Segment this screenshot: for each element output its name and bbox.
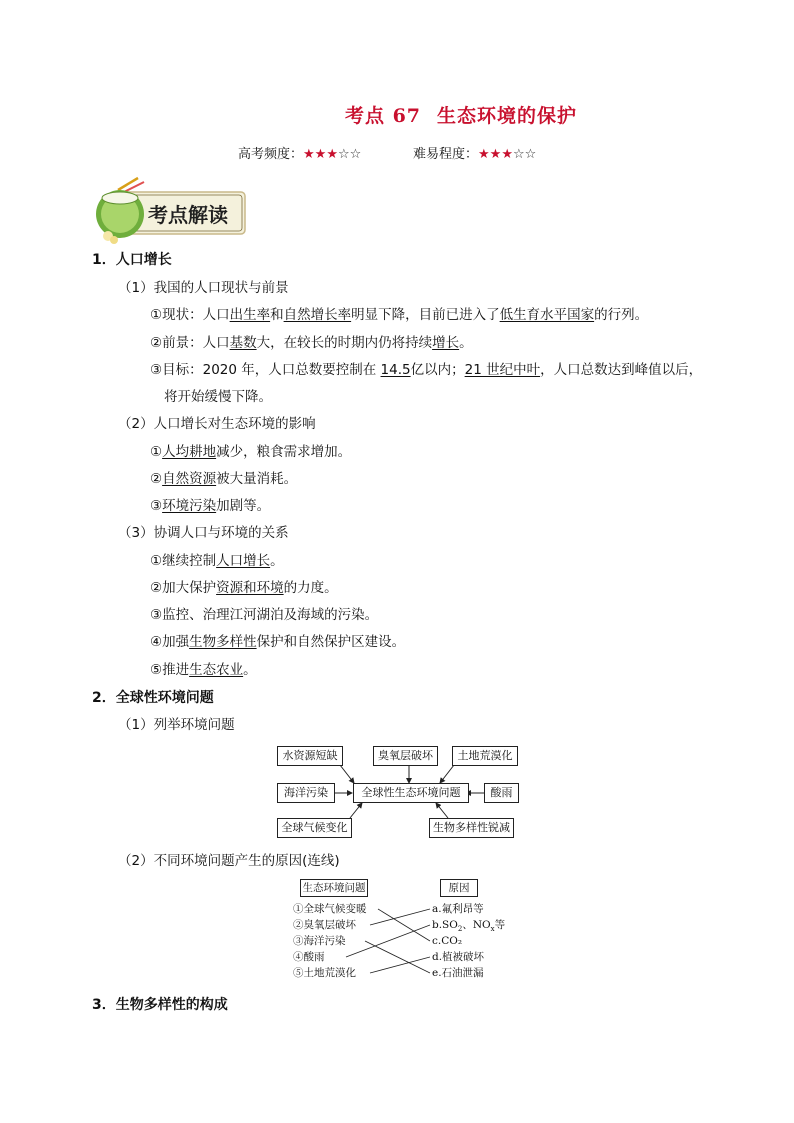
text-span: 减少，粮食需求增加。	[216, 444, 352, 460]
text-span: 、NO	[462, 919, 491, 931]
problem-item: ④酸雨	[293, 951, 325, 963]
problem-box-ocean: 海洋污染	[277, 783, 335, 803]
difficulty-stars-filled: ★★★	[478, 147, 513, 162]
paragraph-line	[150, 334, 473, 352]
key-term: 基数	[229, 335, 257, 351]
frequency-label: 高考频度：	[238, 147, 304, 162]
matching-diagram	[290, 878, 515, 983]
key-term: 出生率	[229, 307, 271, 323]
subsection-label: （1）列举环境问题	[118, 717, 235, 733]
cause-item: a.氟利昂等	[432, 903, 484, 915]
problem-box-water: 水资源短缺	[277, 746, 343, 766]
problem-box-climate: 全球气候变化	[277, 818, 352, 838]
problem-box-ozone: 臭氧层破坏	[373, 746, 438, 766]
text-span: 。	[459, 335, 473, 351]
paragraph-line	[150, 361, 702, 379]
text-span: ③目标：2020 年，人口总数要控制在	[150, 362, 381, 378]
matching-lines	[290, 878, 515, 983]
text-span: b.SO	[432, 919, 458, 931]
central-problem-box: 全球性生态环境问题	[353, 783, 469, 803]
text-span: ①	[150, 444, 163, 460]
cause-item: e.石油泄漏	[432, 967, 484, 979]
paragraph-line: 将开始缓慢下降。	[164, 389, 272, 405]
subscript: 2	[457, 925, 463, 934]
text-span: ①现状：人口	[150, 307, 230, 323]
text-span: 保护和自然保护区建设。	[256, 634, 406, 650]
subsection-label: （3）协调人口与环境的关系	[118, 525, 289, 541]
text-span: ②加大保护	[150, 580, 217, 596]
difficulty-stars-empty: ☆☆	[512, 147, 537, 162]
cause-item: d.植被破坏	[432, 951, 485, 963]
cause-item: c.CO₂	[432, 935, 463, 947]
paragraph-line	[150, 552, 284, 570]
problem-item: ⑤土地荒漠化	[293, 967, 356, 979]
key-term: 低生育水平国家	[499, 307, 595, 323]
paragraph-line	[150, 497, 270, 515]
problem-box-biodiversity: 生物多样性锐减	[429, 818, 514, 838]
problem-box-desertification: 土地荒漠化	[452, 746, 518, 766]
subsection-label: （2）不同环境问题产生的原因(连线)	[118, 853, 340, 869]
paragraph-line	[150, 661, 257, 679]
text-span: 。	[243, 662, 257, 678]
problem-box-acid-rain: 酸雨	[484, 783, 519, 803]
key-term: 人均耕地	[162, 444, 217, 460]
key-term: 自然增长率	[283, 307, 352, 323]
problem-item: ①全球气候变暖	[293, 903, 367, 915]
subscript: x	[490, 925, 495, 934]
key-term: 生物多样性	[189, 634, 257, 650]
frequency-stars-filled: ★★★	[303, 147, 338, 162]
key-term: 生态农业	[189, 662, 244, 678]
subsection-label: （1）我国的人口现状与前景	[118, 280, 289, 296]
key-term: 14.5	[380, 362, 411, 378]
section-heading: 3．生物多样性的构成	[92, 997, 228, 1013]
paragraph-line	[150, 633, 405, 651]
causes-header: 原因	[440, 879, 478, 897]
key-term: 人口增长	[216, 553, 271, 569]
section-badge	[90, 176, 250, 246]
paragraph-line	[150, 470, 297, 488]
text-span: 被大量消耗。	[216, 471, 298, 487]
text-span: 和	[270, 307, 284, 323]
section-heading: 1．人口增长	[92, 252, 172, 268]
text-span: ③	[150, 498, 163, 514]
text-span: 的行列。	[594, 307, 649, 323]
text-span: 。	[270, 553, 284, 569]
problem-item: ②臭氧层破坏	[293, 919, 356, 931]
key-term: 自然资源	[162, 471, 217, 487]
text-span: ②	[150, 471, 163, 487]
frequency-stars-empty: ☆☆	[337, 147, 362, 162]
key-term: 环境污染	[162, 498, 217, 514]
badge-label: 考点解读	[148, 203, 228, 227]
difficulty-rating	[413, 143, 536, 162]
text-span: ④加强	[150, 634, 190, 650]
paragraph-line	[150, 579, 338, 597]
text-span: ，人口总数达到峰值以后，	[540, 362, 703, 378]
text-span: 亿以内；	[410, 362, 465, 378]
text-span: ①继续控制	[150, 553, 217, 569]
title-topic: 生态环境的保护	[437, 105, 578, 127]
key-term: 21 世纪中叶	[464, 362, 541, 378]
difficulty-label: 难易程度：	[413, 147, 479, 162]
paragraph-line: ③监控、治理江河湖泊及海域的污染。	[150, 607, 379, 623]
subsection-label: （2）人口增长对生态环境的影响	[118, 416, 316, 432]
key-term: 资源和环境	[216, 580, 284, 596]
key-term: 增长	[432, 335, 460, 351]
section-heading: 2．全球性环境问题	[92, 690, 214, 706]
text-span: ②前景：人口	[150, 335, 230, 351]
problems-header: 生态环境问题	[300, 879, 368, 897]
paragraph-line	[150, 306, 648, 324]
text-span: 明显下降，目前已进入了	[351, 307, 500, 323]
text-span: 等	[494, 919, 506, 931]
text-span: 加剧等。	[216, 498, 271, 514]
text-span: 的力度。	[283, 580, 338, 596]
text-span: ⑤推进	[150, 662, 190, 678]
text-span: 大，在较长的时期内仍将持续	[256, 335, 433, 351]
page-title	[0, 101, 794, 128]
environment-problems-diagram	[270, 743, 525, 838]
title-number: 考点 67	[344, 105, 422, 127]
paragraph-line	[150, 443, 351, 461]
frequency-rating	[238, 143, 361, 162]
problem-item: ③海洋污染	[293, 935, 346, 947]
